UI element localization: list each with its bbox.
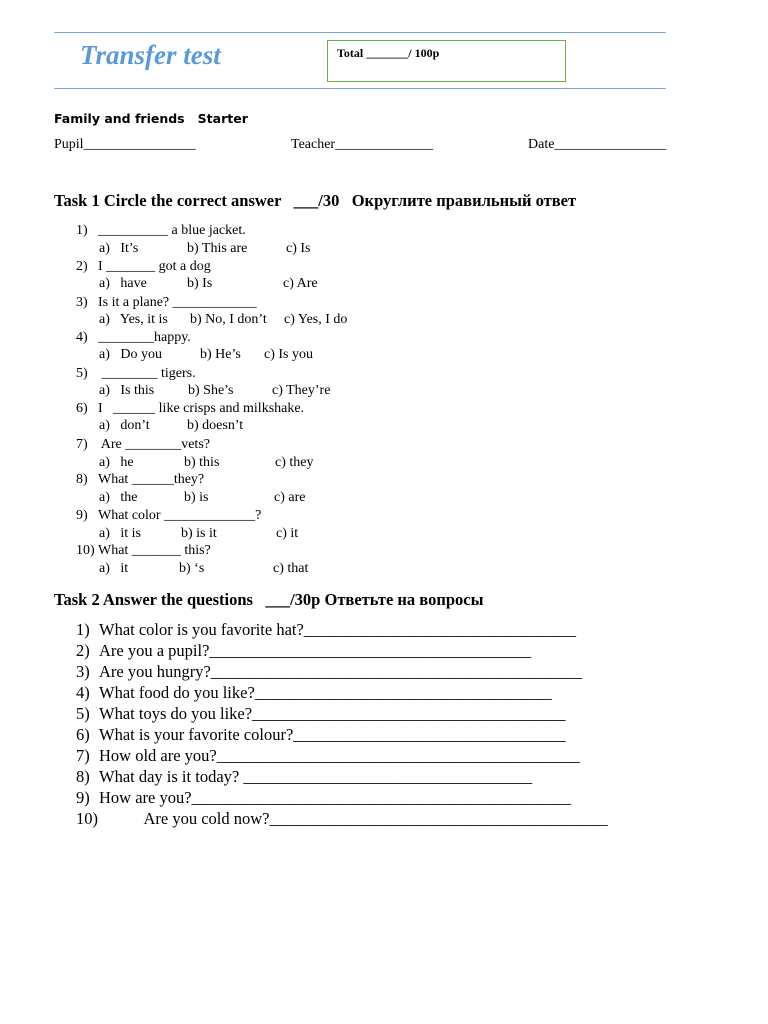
task1-question bbox=[76, 259, 211, 275]
question-number: 7) bbox=[76, 746, 90, 765]
question-text: __________ a blue jacket. bbox=[98, 223, 246, 238]
question-number: 2) bbox=[76, 259, 88, 274]
option-c: c) Is bbox=[286, 241, 311, 256]
option-b: b) this bbox=[184, 455, 220, 470]
question-number: 9) bbox=[76, 788, 90, 807]
question-text: What ______they? bbox=[98, 472, 205, 487]
question-text: Are you hungry?_____________________________________________ bbox=[99, 662, 583, 681]
option-c: c) Is you bbox=[264, 347, 313, 362]
option-c: c) that bbox=[273, 561, 309, 576]
option-b: b) is it bbox=[181, 526, 217, 541]
question-text: ________ tigers. bbox=[98, 366, 196, 381]
date-field: Date________________ bbox=[528, 137, 667, 152]
option-b: b) This are bbox=[187, 241, 248, 256]
option-b: b) She’s bbox=[188, 383, 234, 398]
pupil-field: Pupil________________ bbox=[54, 137, 196, 152]
task2-question bbox=[76, 809, 608, 829]
option-b: b) is bbox=[184, 490, 209, 505]
option-b: b) He’s bbox=[200, 347, 241, 362]
option-c: c) Are bbox=[283, 276, 318, 291]
option-a: a) Do you bbox=[99, 347, 162, 362]
option-a: a) Is this bbox=[99, 383, 155, 398]
option-a: a) It’s bbox=[99, 241, 139, 256]
task2-question bbox=[76, 788, 571, 808]
task2-question bbox=[76, 704, 566, 724]
option-a: a) it is bbox=[99, 526, 141, 541]
option-c: c) it bbox=[276, 526, 299, 541]
question-number: 4) bbox=[76, 330, 88, 345]
task2-question bbox=[76, 620, 576, 640]
question-text: I ______ like crisps and milkshake. bbox=[98, 401, 305, 416]
question-number: 6) bbox=[76, 401, 88, 416]
task1-question bbox=[76, 508, 261, 524]
option-b: b) No, I don’t bbox=[190, 312, 267, 327]
task1-question bbox=[76, 543, 211, 559]
question-number: 3) bbox=[76, 295, 88, 310]
task2-question bbox=[76, 746, 580, 766]
option-a: a) have bbox=[99, 276, 147, 291]
question-number: 8) bbox=[76, 767, 90, 786]
question-number: 3) bbox=[76, 662, 90, 681]
option-a: a) he bbox=[99, 455, 134, 470]
task1-question bbox=[76, 401, 304, 417]
question-text: Is it a plane? ____________ bbox=[98, 295, 257, 310]
option-c: c) They’re bbox=[272, 383, 331, 398]
task1-question bbox=[76, 437, 210, 453]
question-number: 5) bbox=[76, 704, 90, 723]
question-number: 10) bbox=[76, 543, 95, 558]
question-number: 1) bbox=[76, 223, 88, 238]
option-c: c) Yes, I do bbox=[284, 312, 348, 327]
question-number: 6) bbox=[76, 725, 90, 744]
question-text: How are you?______________________________________________ bbox=[99, 788, 572, 807]
question-text: What color _____________? bbox=[98, 508, 262, 523]
task2-heading: Task 2 Answer the questions ___/30p Ответьте на вопросы bbox=[54, 590, 484, 609]
question-number: 7) bbox=[76, 437, 88, 452]
option-a: a) Yes, it is bbox=[99, 312, 168, 327]
question-number: 5) bbox=[76, 366, 88, 381]
question-text: How old are you?____________________________________________ bbox=[99, 746, 580, 765]
question-number: 2) bbox=[76, 641, 90, 660]
course-subtitle: Family and friends Starter bbox=[54, 111, 248, 126]
page-title: Transfer test bbox=[80, 40, 221, 70]
header-bottom-rule bbox=[54, 88, 666, 89]
question-text: What is your favorite colour?_________________________________ bbox=[99, 725, 566, 744]
top-rule bbox=[54, 32, 666, 33]
task1-question bbox=[76, 223, 246, 239]
task2-question bbox=[76, 683, 552, 703]
teacher-field: Teacher______________ bbox=[291, 137, 434, 152]
question-text: Are you a pupil?_______________________________________ bbox=[99, 641, 532, 660]
question-text: Are you cold now?_________________________________________ bbox=[99, 809, 608, 828]
question-text: What toys do you like?______________________________________ bbox=[99, 704, 566, 723]
option-b: b) Is bbox=[187, 276, 213, 291]
option-a: a) the bbox=[99, 490, 138, 505]
question-number: 1) bbox=[76, 620, 90, 639]
option-c: c) they bbox=[275, 455, 314, 470]
task1-question bbox=[76, 330, 191, 346]
question-text: What color is you favorite hat?_________________________________ bbox=[99, 620, 577, 639]
task2-question bbox=[76, 767, 532, 787]
question-text: What _______ this? bbox=[98, 543, 211, 558]
task1-heading: Task 1 Circle the correct answer ___/30 Округлите правильный ответ bbox=[54, 191, 577, 210]
task2-question bbox=[76, 641, 531, 661]
task2-question bbox=[76, 662, 582, 682]
question-number: 10) bbox=[76, 809, 98, 828]
question-text: What food do you like?____________________________________ bbox=[99, 683, 552, 702]
task1-question bbox=[76, 366, 196, 382]
task2-question bbox=[76, 725, 566, 745]
question-text: I _______ got a dog bbox=[98, 259, 211, 274]
total-score-box bbox=[327, 40, 566, 82]
question-text: ________happy. bbox=[98, 330, 191, 345]
question-number: 4) bbox=[76, 683, 90, 702]
option-c: c) are bbox=[274, 490, 306, 505]
option-b: b) doesn’t bbox=[187, 418, 244, 433]
total-score-label: Total _______/ 100p bbox=[337, 46, 440, 60]
option-a: a) don’t bbox=[99, 418, 150, 433]
question-text: What day is it today? ___________________________________ bbox=[99, 767, 533, 786]
task1-question bbox=[76, 295, 257, 311]
option-a: a) it bbox=[99, 561, 129, 576]
question-number: 9) bbox=[76, 508, 88, 523]
question-number: 8) bbox=[76, 472, 88, 487]
question-text: Are ________vets? bbox=[98, 437, 210, 452]
option-b: b) ‘s bbox=[179, 561, 205, 576]
task1-question bbox=[76, 472, 204, 488]
